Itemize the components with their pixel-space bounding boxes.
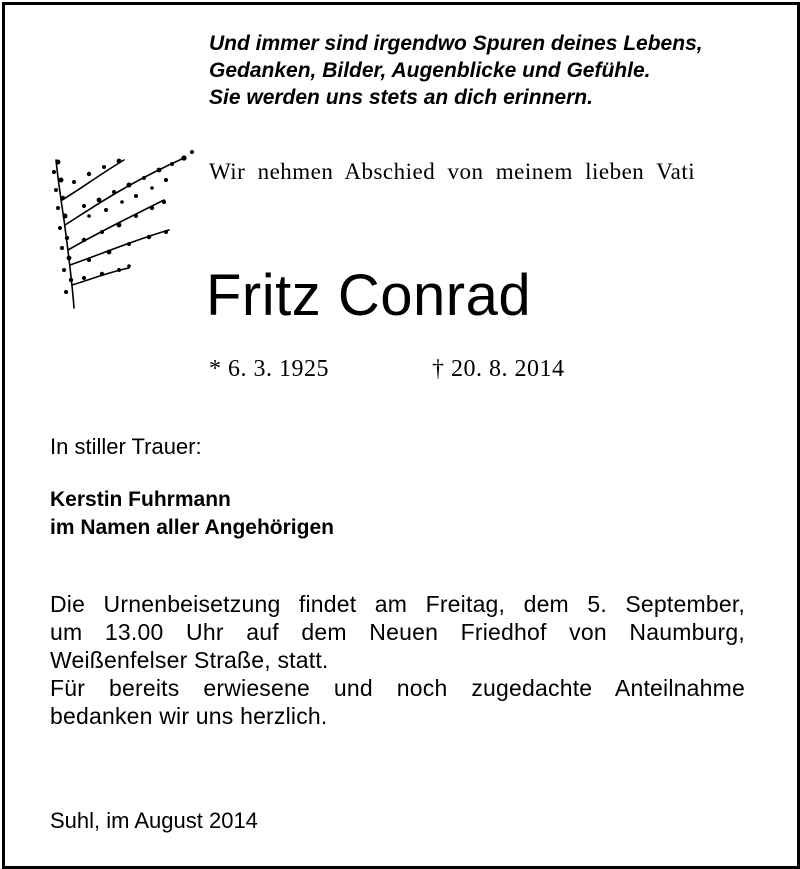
notice-line: um 13.00 Uhr auf dem Neuen Friedhof von Naumburg,: [50, 619, 745, 645]
funeral-notice: [50, 590, 745, 730]
poem-line: Gedanken, Bilder, Augenblicke und Gefühle.: [209, 59, 651, 82]
poem: [209, 30, 703, 111]
mourner-name: Kerstin Fuhrmann: [50, 488, 231, 511]
notice-line: Weißenfelser Straße, statt.: [50, 647, 329, 673]
poem-line: Und immer sind irgendwo Spuren deines Lebens,: [209, 32, 703, 55]
signature: Suhl, im August 2014: [50, 808, 258, 833]
death-date: † 20. 8. 2014: [432, 356, 565, 382]
notice-line: Die Urnenbeisetzung findet am Freitag, dem 5. September,: [50, 591, 745, 617]
tree-branch-icon: [44, 140, 204, 310]
deceased-name: Fritz Conrad: [206, 263, 532, 328]
mourner-note: im Namen aller Angehörigen: [50, 516, 334, 539]
poem-line: Sie werden uns stets an dich erinnern.: [209, 86, 593, 109]
intro-text: Wir nehmen Abschied von meinem lieben Vati: [209, 159, 696, 184]
birth-date: * 6. 3. 1925: [209, 356, 329, 382]
notice-line: Für bereits erwiesene und noch zugedachte Anteilnahme: [50, 675, 745, 701]
notice-line: bedanken wir uns herzlich.: [50, 703, 328, 729]
mourning-label: In stiller Trauer:: [50, 434, 202, 459]
mourners: [50, 486, 334, 542]
